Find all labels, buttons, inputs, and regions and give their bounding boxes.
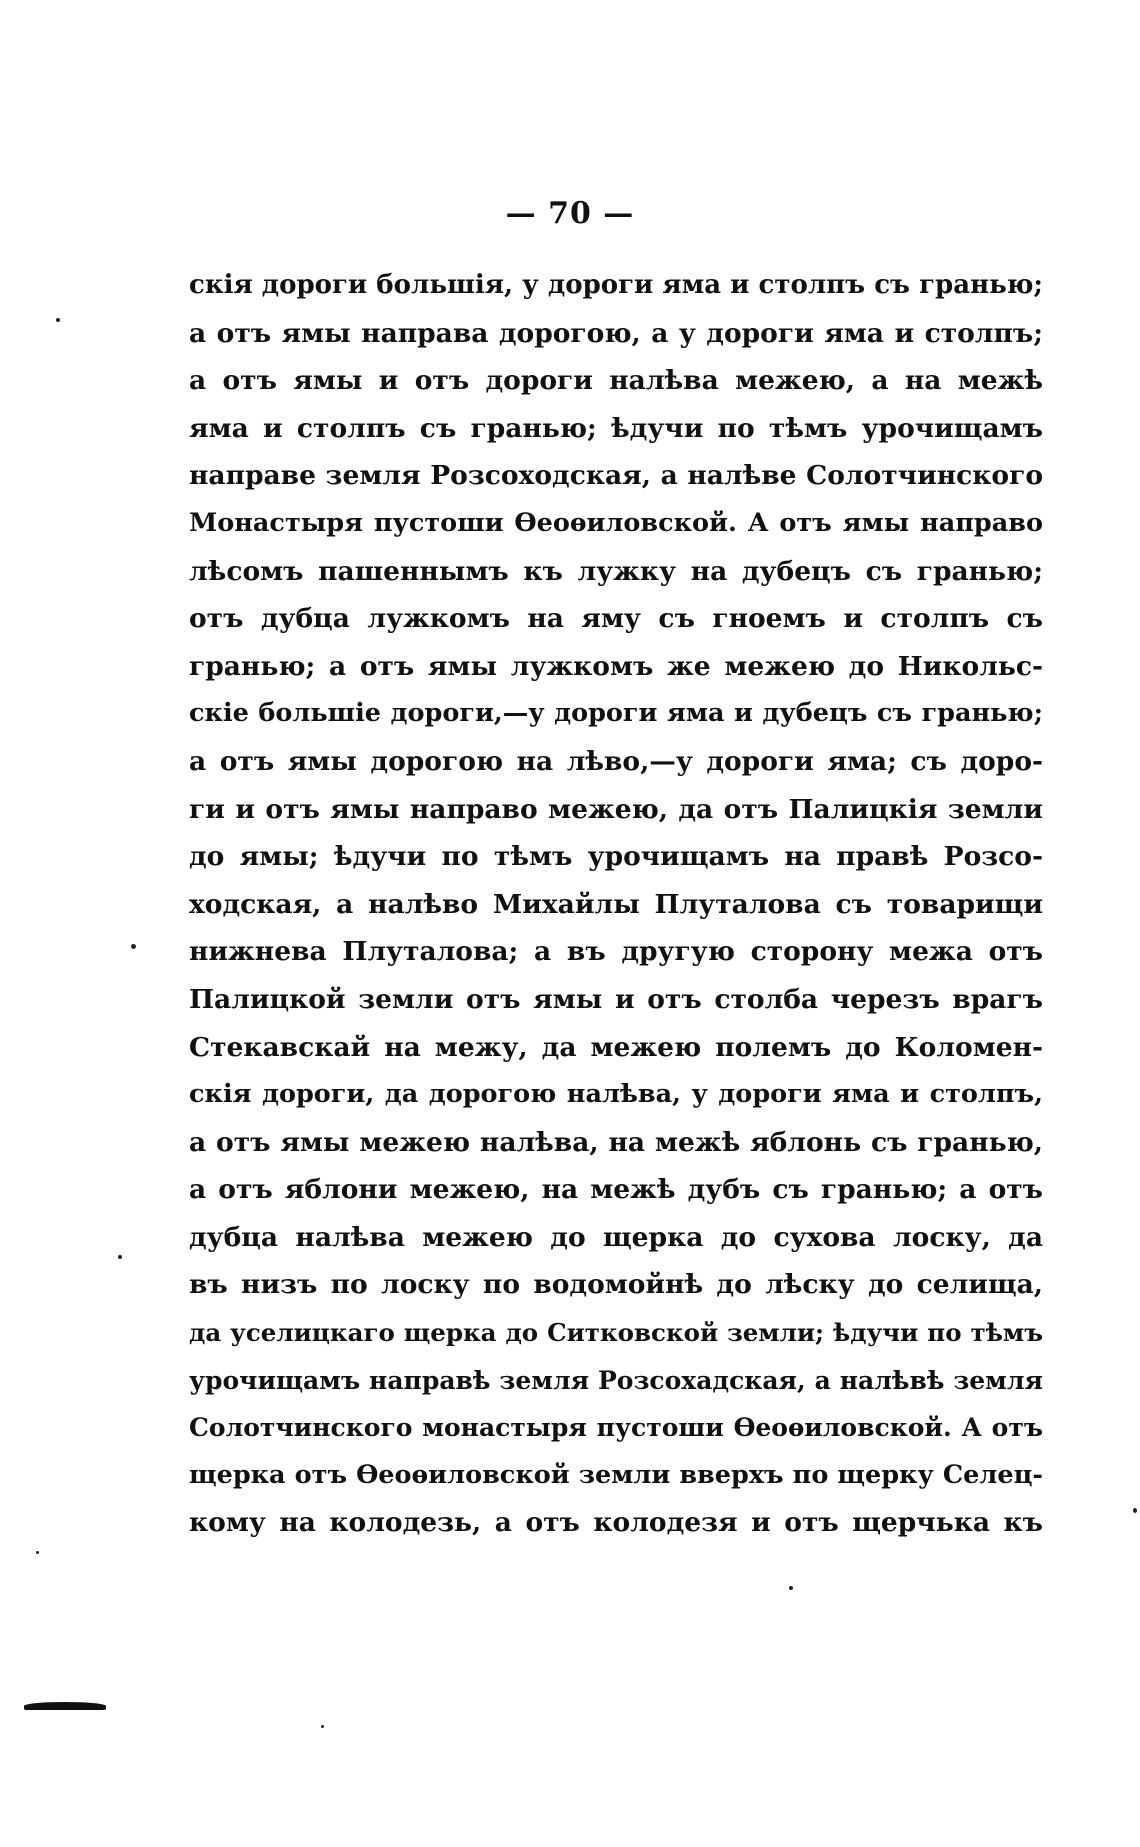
scan-speck: [118, 1255, 122, 1259]
scan-speck: [789, 1586, 793, 1590]
text-line: кому на колодезь, а отъ колодезя и отъ щерчька къ: [189, 1507, 1043, 1539]
text-line: щерка отъ Ѳеоѳиловской земли вверхъ по щерку Селец-: [189, 1459, 1043, 1490]
scan-speck: [131, 944, 136, 949]
text-line: направе земля Розсоходская, а налѣве Солотчинского: [189, 460, 1043, 492]
scan-speck: [56, 318, 60, 322]
body-text: [189, 262, 1043, 1547]
scan-speck: [1133, 1508, 1137, 1513]
text-line: ги и отъ ямы направо межею, да отъ Палицкія земли: [189, 793, 1043, 825]
text-line: а отъ ямы дорогою на лѣво,—у дороги яма; съ доро-: [189, 745, 1043, 777]
page-number: — 70 —: [505, 196, 635, 231]
text-line: лѣсомъ пашеннымъ къ лужку на дубецъ съ гранью;: [189, 555, 1043, 587]
text-line: яма и столпъ съ гранью; ѣдучи по тѣмъ урочищамъ: [189, 412, 1043, 444]
text-line: до ямы; ѣдучи по тѣмъ урочищамъ на правѣ Розсо-: [189, 841, 1043, 873]
text-line: а отъ ямы межею налѣва, на межѣ яблонь съ гранью,: [189, 1126, 1043, 1158]
text-line: а отъ яблони межею, на межѣ дубъ съ гранью; а отъ: [189, 1174, 1043, 1206]
text-line: да уселицкаго щерка до Ситковской земли; ѣдучи по тѣмъ: [189, 1318, 1043, 1348]
text-line: Солотчинского монастыря пустоши Ѳеоѳиловской. А отъ: [189, 1413, 1043, 1443]
text-line: отъ дубца лужкомъ на яму съ гноемъ и столпъ съ: [189, 603, 1043, 635]
text-line: а отъ ямы и отъ дороги налѣва межею, а на межѣ: [189, 365, 1043, 397]
text-line: дубца налѣва межею до щерка до сухова лоску, да: [189, 1221, 1043, 1253]
scan-speck: [321, 1725, 324, 1728]
text-line: Палицкой земли отъ ямы и отъ столба черезъ врагъ: [189, 983, 1043, 1015]
text-line: ходская, а налѣво Михайлы Плуталова съ товарищи: [189, 888, 1043, 920]
text-line: нижнева Плуталова; а въ другую сторону межа отъ: [189, 936, 1043, 968]
text-line: скіе большіе дороги,—у дороги яма и дубецъ съ гранью;: [189, 698, 1043, 729]
text-line: Стекавскай на межу, да межею полемъ до Коломен-: [189, 1031, 1043, 1063]
text-line: скія дороги большія, у дороги яма и столпъ съ гранью;: [189, 270, 1043, 300]
text-line: въ низъ по лоску по водомойнѣ до лѣску до селища,: [189, 1269, 1043, 1301]
text-line: гранью; а отъ ямы лужкомъ же межею до Никольс-: [189, 650, 1043, 682]
scan-smudge: [24, 1702, 106, 1710]
text-line: урочищамъ направѣ земля Розсохадская, а налѣвѣ земля: [189, 1365, 1043, 1395]
text-line: Монастыря пустоши Ѳеоѳиловской. А отъ ямы направо: [189, 507, 1043, 538]
text-line: скія дороги, да дорогою налѣва, у дороги яма и столпъ,: [189, 1079, 1043, 1110]
text-line: а отъ ямы направа дорогою, а у дороги яма и столпъ;: [189, 317, 1043, 349]
scan-speck: [36, 1551, 39, 1554]
